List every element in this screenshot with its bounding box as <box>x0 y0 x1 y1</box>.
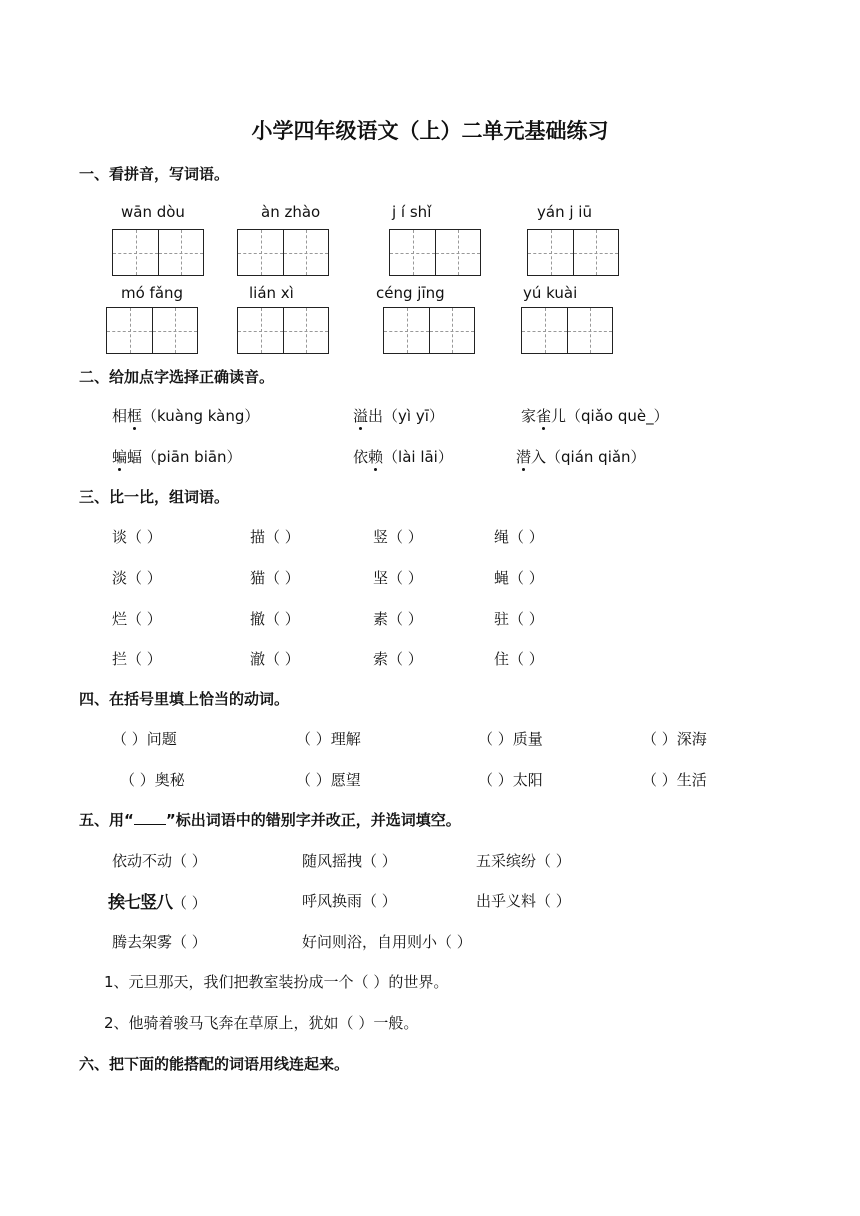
idiom-blank[interactable]: 好问则浴，自用则小（ ） <box>302 933 472 951</box>
section1-heading: 一、看拼音，写词语。 <box>79 165 230 183</box>
word-blank[interactable]: 索（ ） <box>373 650 423 668</box>
pinyin-label: lián xì <box>249 284 294 302</box>
word-blank[interactable]: 竖（ ） <box>373 528 423 546</box>
idiom-blank[interactable]: 随风摇拽（ ） <box>302 852 397 870</box>
word-blank[interactable]: 描（ ） <box>250 528 300 546</box>
verb-blank[interactable]: （ ）愿望 <box>296 771 361 789</box>
pinyin-label: céng jīng <box>376 284 445 302</box>
verb-blank[interactable]: （ ）太阳 <box>478 771 543 789</box>
word-blank[interactable]: 驻（ ） <box>494 610 544 628</box>
writing-grid[interactable] <box>112 229 204 276</box>
dotted-char: 潜 <box>516 448 532 466</box>
pronunciation-item[interactable] <box>516 446 646 467</box>
section4-heading: 四、在括号里填上恰当的动词。 <box>79 690 290 708</box>
writing-grid[interactable] <box>389 229 481 276</box>
pronunciation-item[interactable] <box>353 446 453 467</box>
item-options: 出（yì yī） <box>368 407 444 425</box>
word-blank[interactable]: 素（ ） <box>373 610 423 628</box>
word-blank[interactable]: 猫（ ） <box>250 569 300 587</box>
section6-heading: 六、把下面的能搭配的词语用线连起来。 <box>79 1055 350 1073</box>
heading-text: 五、用“ <box>79 811 134 829</box>
item-text: 依 <box>353 448 369 466</box>
item-text: 家 <box>521 407 537 425</box>
word-blank[interactable]: 蝇（ ） <box>494 569 544 587</box>
fill-sentence[interactable]: 2、他骑着骏马飞奔在草原上，犹如（ ）一般。 <box>104 1014 419 1032</box>
section5-heading <box>79 809 461 830</box>
verb-blank[interactable]: （ ）奥秘 <box>120 771 185 789</box>
pinyin-label: mó fǎng <box>121 284 184 302</box>
pronunciation-item[interactable] <box>112 446 242 467</box>
writing-grid[interactable] <box>237 307 329 354</box>
calligraphy-idiom: 挨七竖八 <box>108 893 172 913</box>
word-blank[interactable]: 烂（ ） <box>112 610 162 628</box>
word-blank[interactable]: 撤（ ） <box>250 610 300 628</box>
section2-heading: 二、给加点字选择正确读音。 <box>79 368 275 386</box>
verb-blank[interactable]: （ ）深海 <box>642 730 707 748</box>
item-options: 入（qián qiǎn） <box>531 448 646 466</box>
idiom-blank[interactable]: 呼风换雨（ ） <box>302 892 397 910</box>
pronunciation-item[interactable] <box>521 405 669 426</box>
pronunciation-item[interactable] <box>353 405 444 426</box>
item-options: 儿（qiǎo què_） <box>551 407 669 425</box>
word-blank[interactable]: 坚（ ） <box>373 569 423 587</box>
writing-grid[interactable] <box>383 307 475 354</box>
verb-blank[interactable]: （ ）理解 <box>296 730 361 748</box>
writing-grid[interactable] <box>237 229 329 276</box>
dotted-char: 赖 <box>368 448 384 466</box>
idiom-blank[interactable]: 五采缤纷（ ） <box>476 852 571 870</box>
item-options: （kuàng kàng） <box>142 407 260 425</box>
pinyin-label: yán j iū <box>537 203 592 221</box>
pronunciation-item[interactable] <box>112 405 259 426</box>
underline-marker <box>134 813 166 825</box>
blank-parens: （ ） <box>172 894 207 912</box>
dotted-char: 溢 <box>353 407 369 425</box>
pinyin-label: wān dòu <box>121 203 185 221</box>
idiom-blank[interactable]: 腾去架雾（ ） <box>112 933 207 951</box>
section3-heading: 三、比一比，组词语。 <box>79 488 230 506</box>
pinyin-label: àn zhào <box>261 203 321 221</box>
item-text: 相 <box>112 407 128 425</box>
word-blank[interactable]: 绳（ ） <box>494 528 544 546</box>
dotted-char: 蝙 <box>112 448 128 466</box>
page-title: 小学四年级语文（上）二单元基础练习 <box>251 119 609 143</box>
heading-text: ”标出词语中的错别字并改正，并选词填空。 <box>165 811 461 829</box>
verb-blank[interactable]: （ ）质量 <box>478 730 543 748</box>
idiom-blank[interactable]: 依动不动（ ） <box>112 852 207 870</box>
word-blank[interactable]: 澈（ ） <box>250 650 300 668</box>
item-options: 蝠（piān biān） <box>127 448 242 466</box>
word-blank[interactable]: 淡（ ） <box>112 569 162 587</box>
idiom-blank[interactable] <box>108 888 207 913</box>
verb-blank[interactable]: （ ）生活 <box>642 771 707 789</box>
idiom-blank[interactable]: 出乎义料（ ） <box>476 892 571 910</box>
writing-grid[interactable] <box>527 229 619 276</box>
pinyin-label: j í shǐ <box>392 203 432 221</box>
pinyin-label: yú kuài <box>523 284 578 302</box>
fill-sentence[interactable]: 1、元旦那天，我们把教室装扮成一个（ ）的世界。 <box>104 973 449 991</box>
dotted-char: 雀 <box>536 407 552 425</box>
word-blank[interactable]: 谈（ ） <box>112 528 162 546</box>
item-options: （lài lāi） <box>383 448 453 466</box>
verb-blank[interactable]: （ ）问题 <box>112 730 177 748</box>
writing-grid[interactable] <box>106 307 198 354</box>
dotted-char: 框 <box>127 407 143 425</box>
writing-grid[interactable] <box>521 307 613 354</box>
word-blank[interactable]: 拦（ ） <box>112 650 162 668</box>
word-blank[interactable]: 住（ ） <box>494 650 544 668</box>
